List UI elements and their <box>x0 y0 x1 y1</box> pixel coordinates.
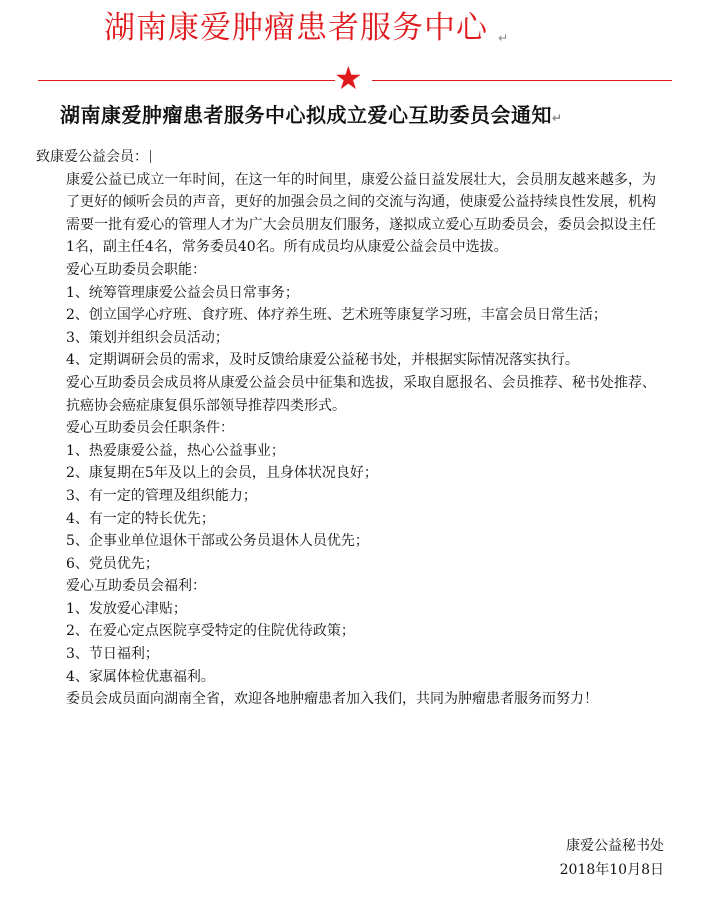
condition-item: 2、康复期在5年及以上的会员，且身体状况良好； <box>66 465 378 482</box>
benefit-item: 4、家属体检优惠福利。 <box>66 668 215 685</box>
header-rule-right <box>372 80 672 81</box>
condition-item: 6、党员优先； <box>66 555 159 572</box>
star-icon: ★ <box>334 59 363 97</box>
salutation <box>36 146 656 169</box>
benefits-heading: 爱心互助委员会福利： <box>66 578 206 595</box>
benefit-item: 3、节日福利； <box>66 646 159 663</box>
selection-paragraph: 爱心互助委员会成员将从康爱公益会员中征集和选拔，采取自愿报名、会员推荐、秘书处推荐、抗癌协会癌症康复俱乐部领导推荐四类形式。 <box>66 374 656 414</box>
duties-heading: 爱心互助委员会职能： <box>66 261 206 278</box>
duty-item: 2、创立国学心疗班、食疗班、体疗养生班、艺术班等康复学习班，丰富会员日常生活； <box>66 307 607 324</box>
header-rule-left <box>38 80 335 81</box>
intro-paragraph: 康爱公益已成立一年时间，在这一年的时间里，康爱公益日益发展壮大，会员朋友越来越多，为了更好的倾听会员的声音，更好的加强会员之间的交流与沟通，使康爱公益持续良性发展，机构需要一批有爱心的管理人才为广大会员朋友们服务，遂拟成立爱心互助委员会，委员会拟设主任1名，副主任4名，常务委员40名。所有成员均从康爱公益会员中选拔。 <box>66 171 656 256</box>
notice-title-text: 湖南康爱肿瘤患者服务中心拟成立爱心互助委员会通知 <box>60 103 552 127</box>
text-cursor <box>150 150 151 163</box>
condition-item: 4、有一定的特长优先； <box>66 510 215 527</box>
paragraph-mark-icon: ↵ <box>498 31 510 45</box>
condition-item: 5、企事业单位退休干部或公务员退休人员优先； <box>66 533 369 550</box>
duty-item: 4、定期调研会员的需求，及时反馈给康爱公益秘书处，并根据实际情况落实执行。 <box>66 352 579 369</box>
conditions-heading: 爱心互助委员会任职条件： <box>66 420 234 437</box>
notice-title <box>60 100 563 133</box>
date: 2018年10月8日 <box>559 862 664 878</box>
duty-item: 3、策划并组织会员活动； <box>66 329 229 346</box>
org-name: 湖南康爱肿瘤患者服务中心 <box>104 10 488 46</box>
notice-body[interactable] <box>36 146 656 711</box>
benefit-item: 2、在爱心定点医院享受特定的住院优待政策； <box>66 623 355 640</box>
org-title <box>104 6 509 56</box>
condition-item: 1、热爱康爱公益，热心公益事业； <box>66 442 285 459</box>
benefit-item: 1、发放爱心津贴； <box>66 600 187 617</box>
duty-item: 1、统筹管理康爱公益会员日常事务； <box>66 284 299 301</box>
condition-item: 3、有一定的管理及组织能力； <box>66 487 257 504</box>
salutation-text: 致康爱公益会员： <box>36 149 148 165</box>
paragraph-mark-icon: ↵ <box>552 111 563 125</box>
signature-block <box>560 834 664 882</box>
closing-paragraph: 委员会成员面向湖南全省，欢迎各地肿瘤患者加入我们，共同为肿瘤患者服务而努力！ <box>66 691 598 708</box>
signature: 康爱公益秘书处 <box>566 838 664 854</box>
